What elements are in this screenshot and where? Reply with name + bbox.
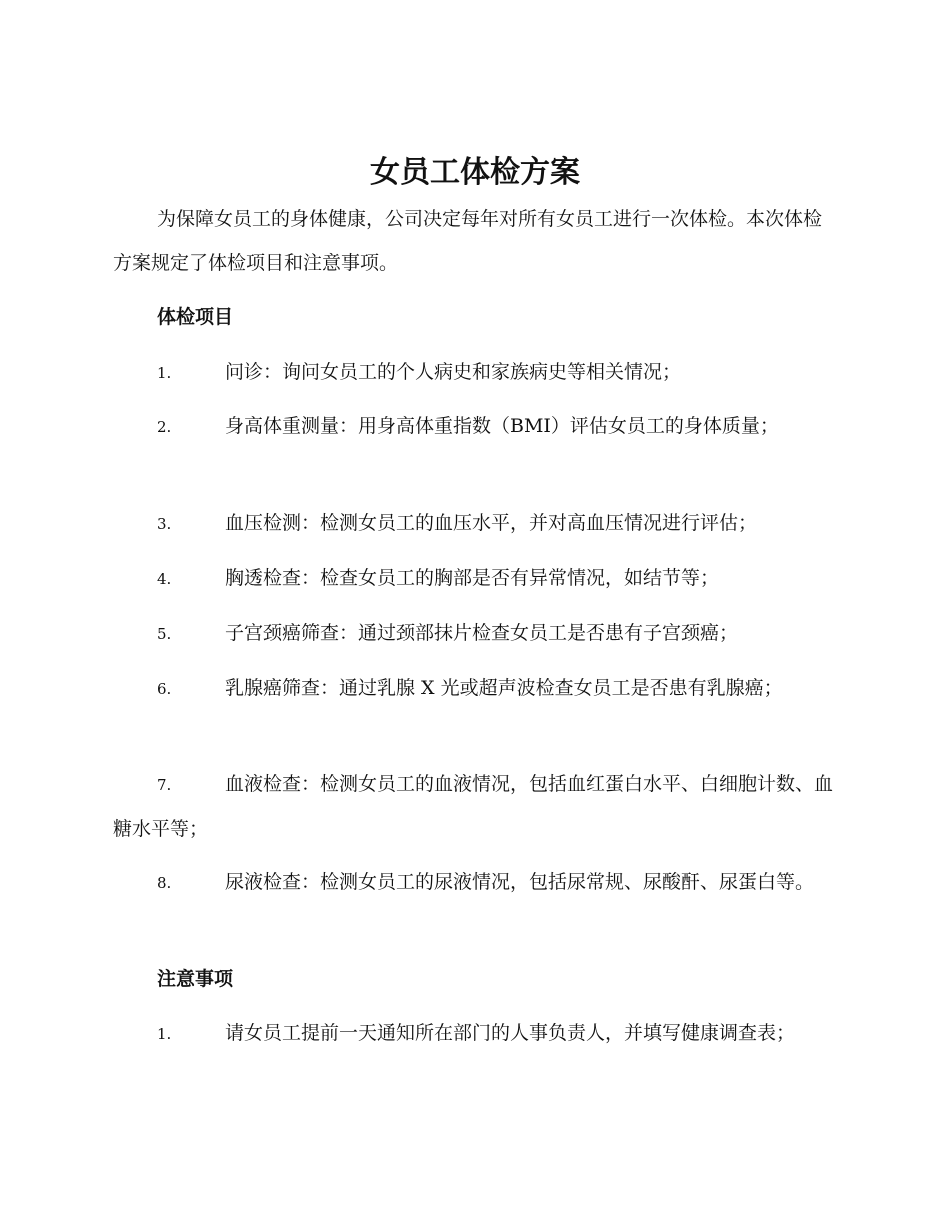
list-item-number: 5. xyxy=(157,625,172,643)
list-item-text: 问诊：询问女员工的个人病史和家族病史等相关情况； xyxy=(225,361,682,383)
section-heading-exam-items: 体检项目 xyxy=(157,306,234,328)
list-item-text: 尿液检查：检测女员工的尿液情况，包括尿常规、尿酸酐、尿蛋白等。 xyxy=(225,871,815,893)
list-item-number: 4. xyxy=(157,570,172,588)
list-item xyxy=(113,666,838,711)
list-item-text: 胸透检查：检查女员工的胸部是否有异常情况，如结节等； xyxy=(225,567,720,589)
list-item xyxy=(113,556,838,601)
list-item xyxy=(113,501,838,546)
document-title: 女员工体检方案 xyxy=(370,155,580,190)
list-item xyxy=(113,404,838,449)
list-item xyxy=(113,1011,838,1056)
list-item xyxy=(113,611,838,656)
list-item-text: 血液检查：检测女员工的血液情况，包括血红蛋白水平、白细胞计数、血糖水平等； xyxy=(113,773,834,840)
intro-paragraph: 为保障女员工的身体健康，公司决定每年对所有女员工进行一次体检。本次体检方案规定了体检项目和注意事项。 xyxy=(113,208,823,274)
list-item-number: 8. xyxy=(157,874,172,892)
list-item-number: 1. xyxy=(157,1025,172,1043)
list-item-text: 血压检测：检测女员工的血压水平，并对高血压情况进行评估； xyxy=(225,512,758,534)
list-item-number: 6. xyxy=(157,680,172,698)
section-heading-notes: 注意事项 xyxy=(157,968,234,990)
list-item-text: 身高体重测量：用身高体重指数（BMI）评估女员工的身体质量； xyxy=(225,415,779,437)
list-item xyxy=(113,860,838,905)
list-item xyxy=(113,350,838,395)
list-item-number: 3. xyxy=(157,515,172,533)
list-item-text: 乳腺癌筛查：通过乳腺 X 光或超声波检查女员工是否患有乳腺癌； xyxy=(225,677,783,699)
list-item-number: 7. xyxy=(157,776,172,794)
list-item-number: 1. xyxy=(157,364,172,382)
list-item-text: 子宫颈癌筛查：通过颈部抹片检查女员工是否患有子宫颈癌； xyxy=(225,622,739,644)
list-item xyxy=(113,762,838,851)
list-item-number: 2. xyxy=(157,418,172,436)
list-item-text: 请女员工提前一天通知所在部门的人事负责人，并填写健康调查表； xyxy=(225,1022,796,1044)
